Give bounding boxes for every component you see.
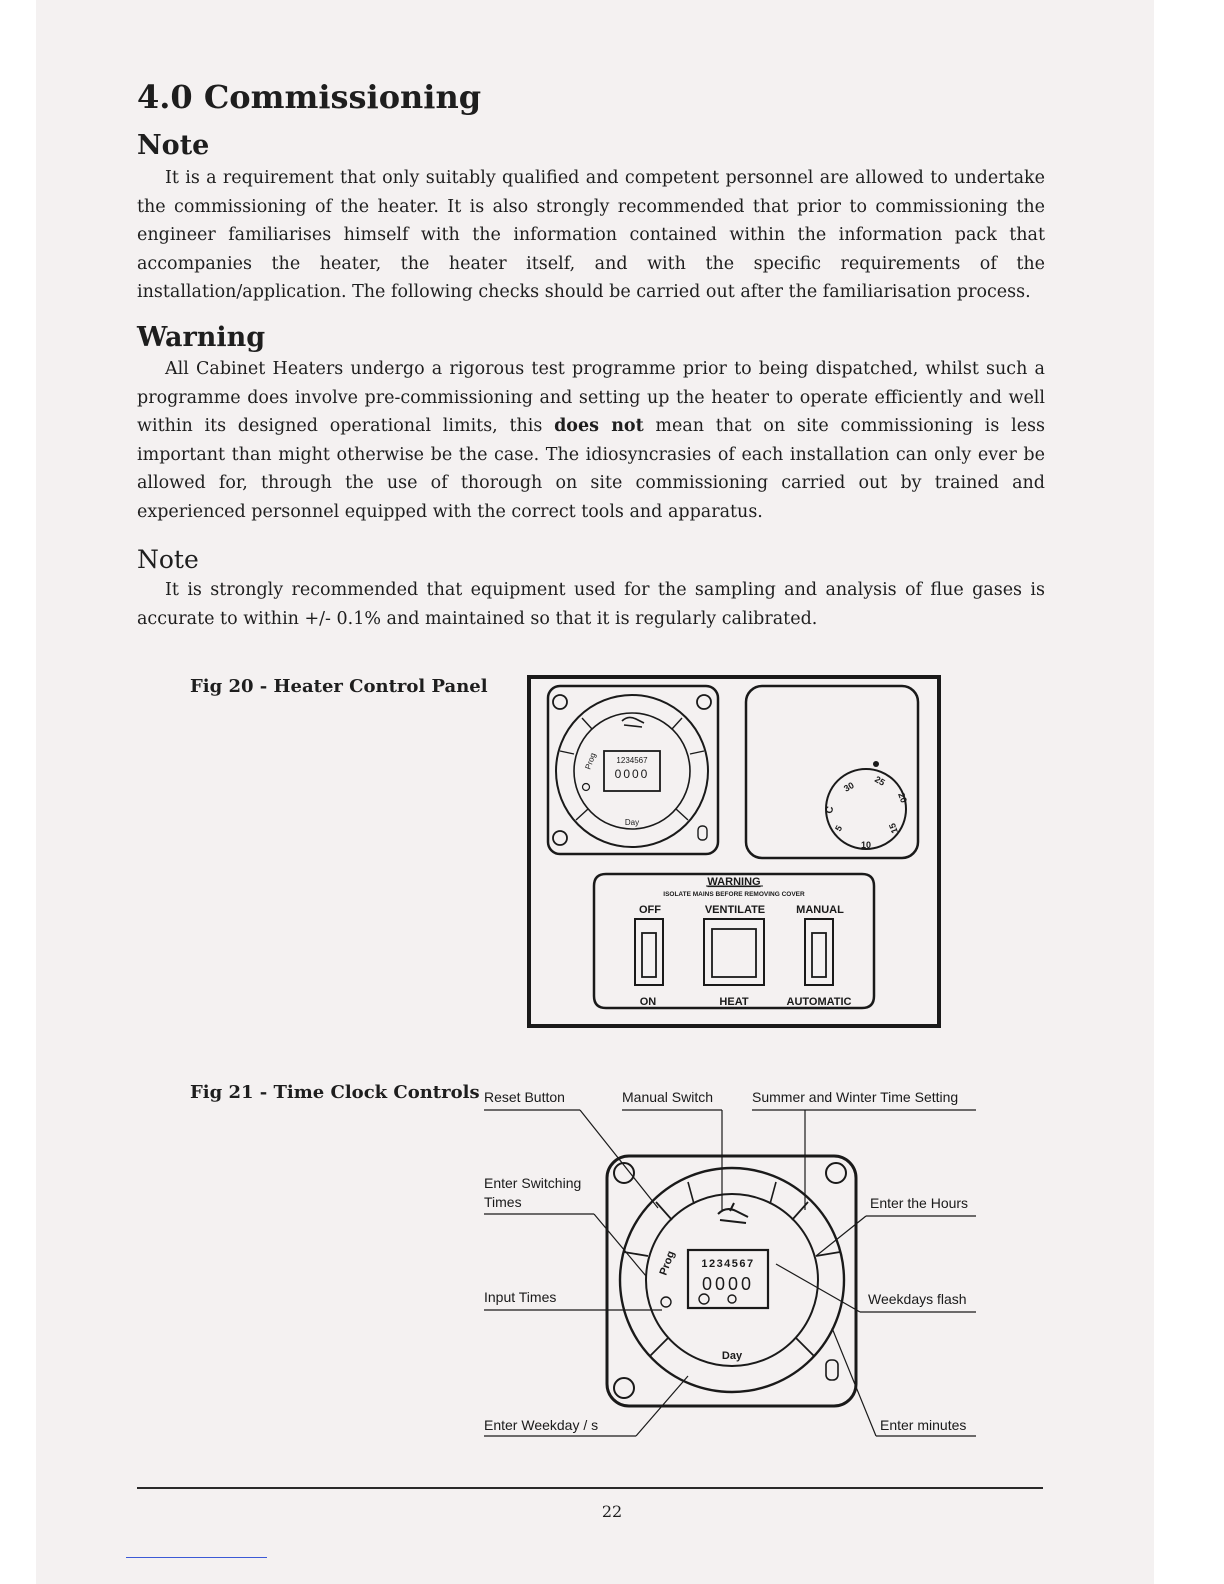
callout-enter-weekday: Enter Weekday / s <box>484 1417 599 1433</box>
panel-warning-title: WARNING <box>707 876 761 888</box>
callout-enter-switching-line2: Times <box>484 1194 522 1210</box>
hyperlink-underline <box>126 1557 267 1558</box>
clock-day-label: Day <box>721 1350 743 1362</box>
footer-rule <box>137 1487 1043 1489</box>
thermostat-scale-label: 10 <box>861 840 872 850</box>
thermostat-scale-label: 25 <box>873 774 887 788</box>
callout-summer-winter: Summer and Winter Time Setting <box>752 1089 959 1105</box>
switch-heat-label: HEAT <box>719 996 749 1008</box>
screw-icon <box>553 831 567 845</box>
clock-prog-label: Prog <box>657 1249 678 1278</box>
screw-icon <box>826 1163 846 1183</box>
off-on-switch <box>635 919 663 985</box>
switch-automatic-label: AUTOMATIC <box>786 996 852 1008</box>
callout-reset-button: Reset Button <box>484 1089 565 1105</box>
callout-enter-switching-line1: Enter Switching <box>484 1175 582 1191</box>
thermostat-scale-label: C <box>824 805 837 815</box>
warning-text-after: mean that on site commissioning is less important than might otherwise be the case. The idiosyncrasies of each installation can only ever be allowed for, through the use of thorough on site commissioning carried out by trained and experienced personnel equipped with the correct tools and apparatus. <box>137 416 1046 522</box>
screw-icon <box>553 695 567 709</box>
clock-symbol-icon <box>583 784 590 791</box>
manual-automatic-switch <box>805 919 833 985</box>
page-edge-right <box>1154 0 1224 1584</box>
callout-manual-switch: Manual Switch <box>622 1089 714 1105</box>
note-paragraph: It is a requirement that only suitably qualified and competent personnel are allowed to undertake the commissioning of the heater. It is also strongly recommended that prior to commissioning the engineer familiarises himself with the information contained within the information pack that accompanies the heater, the heater itself, and with the specific requirements of the installation/application. The following checks should be carried out after the familiarisation process. <box>137 168 1045 302</box>
reset-button-icon <box>826 1360 838 1380</box>
warning-text-before: All Cabinet Heaters undergo a rigorous test programme prior to being dispatched, whilst such a programme does involve pre-commissioning and setting up the heater to operate efficiently and well within its designed operational limits, this <box>137 359 1045 436</box>
page-number: 22 <box>601 1502 623 1521</box>
thermostat-scale-label: 15 <box>887 821 900 835</box>
fig20-caption: Fig 20 - Heater Control Panel <box>190 676 488 697</box>
note2-heading: Note <box>137 545 199 574</box>
note2-paragraph: It is strongly recommended that equipment used for the sampling and analysis of flue gases is accurate to within +/- 0.1% and maintained so that it is regularly calibrated. <box>137 580 1045 629</box>
section-heading: 4.0 Commissioning <box>137 78 482 116</box>
clock-symbol-icon <box>728 1295 736 1303</box>
callout-input-times: Input Times <box>484 1289 557 1305</box>
hand-icon <box>622 717 644 727</box>
thermostat-scale-label: 20 <box>896 791 909 805</box>
switch-manual-label: MANUAL <box>796 904 844 916</box>
switch-ventilate-label: VENTILATE <box>704 904 766 916</box>
screw-icon <box>697 695 711 709</box>
warning-paragraph <box>137 355 1045 526</box>
thermostat-scale-label: 30 <box>842 780 856 794</box>
clock-prog-label: Prog <box>583 751 598 771</box>
warning-text-emphasis: does not <box>554 416 644 436</box>
callout-enter-hours: Enter the Hours <box>870 1195 969 1211</box>
heater-control-panel-figure <box>526 674 942 1030</box>
clock-day-label: Day <box>624 818 640 827</box>
switch-on-label: ON <box>639 996 657 1008</box>
warning-heading: Warning <box>137 322 266 353</box>
clock-lcd-digits: 0000 <box>614 767 650 781</box>
callout-enter-minutes: Enter minutes <box>880 1417 967 1433</box>
clock-lcd-days: 1234567 <box>701 1258 755 1270</box>
clock-lcd-days: 1234567 <box>616 756 648 765</box>
thermostat-dial <box>826 769 906 849</box>
note-heading: Note <box>137 130 210 161</box>
clock-symbol-icon <box>661 1297 671 1307</box>
reset-button-icon <box>698 826 707 840</box>
callout-weekdays-flash: Weekdays flash <box>868 1291 967 1307</box>
thermostat-indicator-dot <box>873 761 879 767</box>
time-clock-controls-figure <box>476 1080 986 1442</box>
switch-off-label: OFF <box>639 904 661 916</box>
panel-warning-text: ISOLATE MAINS BEFORE REMOVING COVER <box>663 891 805 898</box>
thermostat-scale-label: 5 <box>833 823 845 833</box>
screw-icon <box>614 1378 634 1398</box>
fig21-caption: Fig 21 - Time Clock Controls <box>190 1082 480 1103</box>
clock-lcd-digits: 0000 <box>701 1274 755 1294</box>
clock-symbol-icon <box>699 1294 709 1304</box>
page-edge-left <box>0 0 36 1584</box>
